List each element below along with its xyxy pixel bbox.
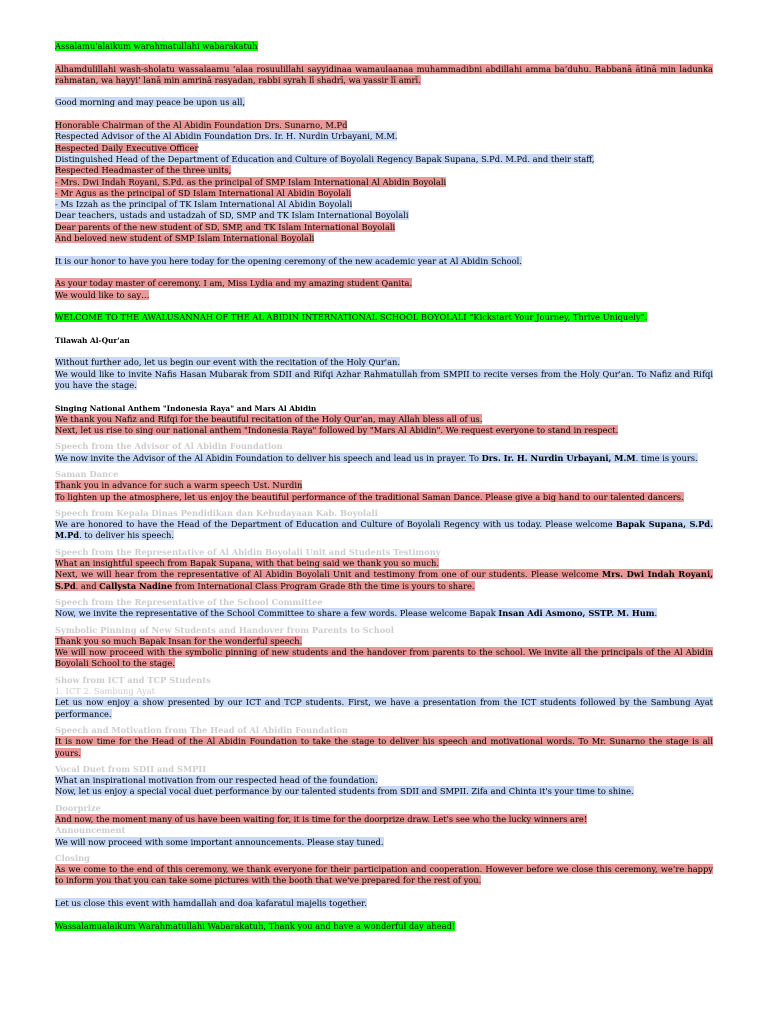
- document-body: [55, 41, 713, 932]
- show-text: Let us now enjoy a show presented by our ICT and TCP students. First, we have a presentation from the ICT students followed by the Sambung Ayat performance.: [55, 697, 713, 719]
- vocal-text: Now, let us enjoy a special vocal duet performance by our talented students from SDII and SMPII. Zifa and Chinta it's your time to shine.: [55, 786, 634, 797]
- announcement-text: We will now proceed with some important announcements. Please stay tuned.: [55, 836, 384, 847]
- honor-line: [55, 256, 713, 267]
- honorific-text: Dear parents of the new student of SD, SMP, and TK Islam International Boyolali: [55, 221, 396, 232]
- representative-line: [55, 558, 713, 569]
- like-to-say-line: [55, 290, 713, 301]
- honorific-text: Respected Headmaster of the three units,: [55, 165, 232, 176]
- farewell-text: Wassalamualaikum Warahmatullahi Wabarakatuh, Thank you and have a wonderful day ahead!: [55, 920, 456, 931]
- section-heading-pinning: Symbolic Pinning of New Students and Handover from Parents to School: [55, 624, 394, 635]
- honorific-text: Distinguished Head of the Department of Education and Culture of Boyolali Regency Bapak Supana, S.Pd. M.Pd. and their staff,: [55, 153, 595, 164]
- advisor-text: [55, 453, 698, 463]
- honorific-line: [55, 165, 713, 176]
- good-morning-line: [55, 97, 713, 108]
- motivation-line: [55, 736, 713, 759]
- honorific-text: Respected Daily Executive Officer: [55, 142, 199, 153]
- kepala-dinas-text-post: . to deliver his speech.: [79, 530, 175, 541]
- closing-line: [55, 864, 713, 887]
- greeting-line: [55, 41, 713, 52]
- honorific-line: [55, 233, 713, 244]
- doorprize-text: And now, the moment many of us have been waiting for, it is time for the doorprize draw. Let's see who the lucky winners are!: [55, 814, 588, 824]
- honorific-text: - Mr Agus as the principal of SD Islam International Al Abidin Boyolali: [55, 187, 352, 198]
- committee-text-post: .: [654, 608, 658, 619]
- anthem-text: Next, let us rise to sing our national anthem "Indonesia Raya" followed by "Mars Al Abidin". We request everyone to stand in respect.: [55, 425, 619, 436]
- honorifics-list: [55, 120, 713, 244]
- representative-name: Mrs. Dwi Indah Royani, S.Pd: [55, 569, 713, 591]
- doorprize-line: [55, 814, 713, 825]
- tilawah-line: [55, 357, 713, 368]
- saman-line: [55, 480, 713, 491]
- honorific-text: - Mrs. Dwi Indah Royani, S.Pd. as the principal of SMP Islam International Al Abidin Boyolali: [55, 176, 447, 187]
- closing-text: As we come to the end of this ceremony, we thank everyone for their participation and cooperation. However before we close this ceremony, we’re happy to inform you that you can take some pictures with the booth that we've prepared for the rest of you.: [55, 864, 713, 886]
- representative-text-post: from International Class Program Grade 8th the time is yours to share.: [172, 580, 475, 591]
- advisor-name: Drs. Ir. H. Nurdin Urbayani, M.M: [481, 452, 636, 463]
- honorific-line: [55, 143, 713, 154]
- honor-text: It is our honor to have you here today for the opening ceremony of the new academic year at Al Abidin School.: [55, 255, 522, 266]
- motivation-text: It is now time for the Head of the Al Abidin Foundation to take the stage to deliver his speech and motivational words. To Mr. Sunarno the stage is all yours.: [55, 736, 713, 758]
- honorific-line: [55, 199, 713, 210]
- representative-text-mid: . and: [75, 580, 100, 591]
- committee-name: Insan Adi Asmono, SSTP. M. Hum: [498, 608, 655, 619]
- saman-text: To lighten up the atmosphere, let us enjoy the beautiful performance of the traditional Saman Dance. Please give a big hand to our talented dancers.: [55, 491, 684, 502]
- anthem-text: We thank you Nafiz and Rifqi for the beautiful recitation of the Holy Qur’an, may Allah bless all of us.: [55, 413, 483, 424]
- advisor-line: [55, 453, 713, 464]
- pinning-line: [55, 636, 713, 647]
- advisor-text-post: . time is yours.: [635, 452, 698, 463]
- honorific-text: And beloved new student of SMP Islam International Boyolali: [55, 233, 315, 244]
- closing-text: Let us close this event with hamdallah and doa kafaratul majelis together.: [55, 898, 367, 909]
- vocal-line: [55, 775, 713, 786]
- honorific-line: [55, 210, 713, 221]
- honorific-text: Dear teachers, ustads and ustadzah of SD, SMP and TK Islam International Boyolali: [55, 210, 409, 221]
- advisor-text-pre: We now invite the Advisor of the Al Abidin Foundation to deliver his speech and lead us in prayer. To: [55, 452, 482, 463]
- saman-line: [55, 492, 713, 503]
- tilawah-text: Without further ado, let us begin our event with the recitation of the Holy Qur'an.: [55, 357, 401, 368]
- kepala-dinas-text-pre: We are honored to have the Head of the Department of Education and Culture of Boyolali Regency with us today. Please welcome: [55, 519, 616, 530]
- welcome-banner: [55, 312, 713, 323]
- mc-intro-line: [55, 278, 713, 289]
- representative-line: [55, 569, 713, 592]
- tilawah-text: We would like to invite Nafis Hasan Mubarak from SDII and Rifqi Azhar Rahmatullah from SMPII to recite verses from the Holy Qur'an. To Nafiz and Rifqi you have the stage.: [55, 368, 713, 390]
- section-heading-announcement: Announcement: [55, 825, 126, 836]
- section-heading-doorprize: Doorprize: [55, 802, 101, 813]
- honorific-line: [55, 177, 713, 188]
- committee-line: [55, 608, 713, 619]
- kepala-dinas-text: [55, 519, 713, 540]
- mc-intro-text: As your today master of ceremony. I am, Miss Lydia and my amazing student Qanita.: [55, 278, 413, 289]
- section-heading-representative: Speech from the Representative of Al Abidin Boyolali Unit and Students Testimony: [55, 546, 441, 557]
- welcome-banner-text: WELCOME TO THE AWALUSANNAH OF THE AL ABIDIN INTERNATIONAL SCHOOL BOYOLALI “Kickstart Your Journey, Thrive Uniquely”.: [55, 312, 648, 323]
- representative-text: What an insightful speech from Bapak Supana, with that being said we thank you so much.: [55, 558, 440, 569]
- closing-line: [55, 898, 713, 909]
- section-heading-closing: Closing: [55, 852, 90, 863]
- honorific-line: [55, 188, 713, 199]
- vocal-line: [55, 786, 713, 797]
- pinning-text: Thank you so much Bapak Insan for the wonderful speech.: [55, 635, 303, 646]
- show-program-list: 1. ICT 2. Sambung Ayat: [55, 686, 155, 697]
- anthem-line: [55, 414, 713, 425]
- student-name: Callysta Nadine: [99, 580, 173, 591]
- section-heading-show: Show from ICT and TCP Students: [55, 674, 211, 685]
- section-heading-kepala-dinas: Speech from Kepala Dinas Pendidikan dan Kebudayaan Kab. Boyolali: [55, 507, 378, 518]
- committee-text-pre: Now, we invite the representative of the School Committee to share a few words. Please welcome Bapak: [55, 608, 499, 619]
- section-heading-advisor: Speech from the Advisor of Al Abidin Foundation: [55, 441, 283, 452]
- saman-text: Thank you in advance for such a warm speech Ust. Nurdin: [55, 480, 303, 491]
- kepala-dinas-line: [55, 519, 713, 542]
- like-to-say-text: We would like to say…: [55, 289, 150, 300]
- honorific-line: [55, 222, 713, 233]
- honorific-line: [55, 120, 713, 131]
- kepala-dinas-name: Bapak Supana, S.Pd. M.Pd: [55, 519, 713, 541]
- honorific-line: [55, 131, 713, 142]
- tilawah-line: [55, 369, 713, 392]
- pinning-text: We will now proceed with the symbolic pinning of new students and the handover from parents to the school. We invite all the principals of the Al Abidin Boyolali School to the stage.: [55, 647, 713, 669]
- section-heading-anthem: Singing National Anthem "Indonesia Raya" and Mars Al Abidin: [55, 403, 317, 413]
- honorific-line: [55, 154, 713, 165]
- opening-prayer: [55, 64, 713, 87]
- section-heading-saman: Saman Dance: [55, 468, 119, 479]
- section-heading-motivation: Speech and Motivation from The Head of Al Abidin Foundation: [55, 724, 348, 735]
- section-heading-tilawah: Tilawah Al-Qur'an: [55, 335, 130, 345]
- anthem-line: [55, 425, 713, 436]
- section-heading-committee: Speech from the Representative of the School Committee: [55, 596, 323, 607]
- pinning-line: [55, 647, 713, 670]
- opening-prayer-text: Alhamdulillahi wash-sholatu wassalaamu ‘alaa rosuulillahi sayyidinaa wamaulaanaa muhammadibni abdillahi amma ba’duhu. Rabbanā ātinā min ladunka rahmatan, wa hayyi’ lanā min amrinā rasyadan, rabbi syrah lī shadrī, wa yassir lī amrī.: [55, 63, 713, 85]
- honorific-text: Honorable Chairman of the Al Abidin Foundation Drs. Sunarno, M.Pd: [55, 120, 348, 131]
- representative-text-pre: Next, we will hear from the representative of Al Abidin Boyolali Unit and testimony from one of our students. Please welcome: [55, 569, 602, 580]
- committee-text: [55, 608, 657, 618]
- vocal-text: What an inspirational motivation from our respected head of the foundation.: [55, 775, 378, 786]
- farewell-line: [55, 921, 713, 932]
- honorific-text: - Ms Izzah as the principal of TK Islam International Al Abidin Boyolali: [55, 199, 353, 210]
- honorific-text: Respected Advisor of the Al Abidin Foundation Drs. Ir. H. Nurdin Urbayani, M.M.: [55, 131, 398, 142]
- good-morning-text: Good morning and may peace be upon us all,: [55, 97, 246, 108]
- representative-text: [55, 569, 713, 590]
- show-line: [55, 697, 713, 720]
- announcement-line: [55, 837, 713, 848]
- section-heading-vocal: Vocal Duet from SDII and SMPII: [55, 763, 207, 774]
- greeting-text: Assalamu'alaikum warahmatullahi wabarakatuh: [55, 41, 258, 51]
